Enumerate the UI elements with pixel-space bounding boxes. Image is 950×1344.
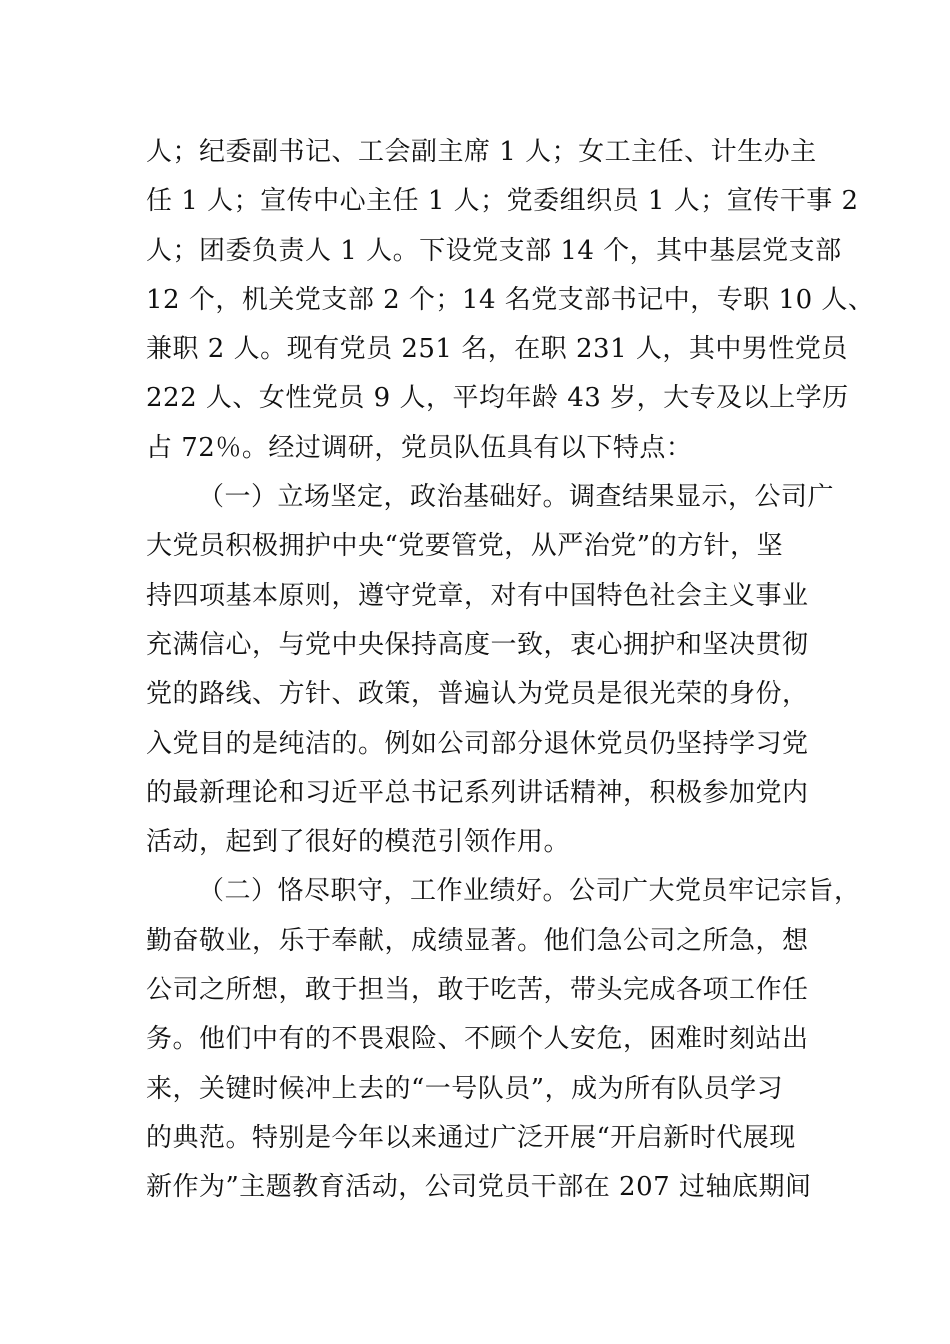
text-line: （一）立场坚定，政治基础好。调查结果显示，公司广 [198,482,835,513]
text-line: 12 个，机关党支部 2 个；14 名党支部书记中，专职 10 人、 [146,284,875,315]
text-line: 人；纪委副书记、工会副主席 1 人；女工主任、计生办主 [146,137,817,167]
text-line: 党的路线、方针、政策，普遍认为党员是很光荣的身份， [146,679,809,710]
text-line: 充满信心，与党中央保持高度一致，衷心拥护和坚决贯彻 [146,629,809,660]
text-line: 活动，起到了很好的模范引领作用。 [146,827,571,858]
text-line: 公司之所想，敢于担当，敢于吃苦，带头完成各项工作任 [146,975,809,1006]
text-line: 来，关键时候冲上去的“一号队员”，成为所有队员学习 [146,1073,784,1104]
text-line: 任 1 人；宣传中心主任 1 人；党委组织员 1 人；宣传干事 2 [146,186,859,217]
text-line: （二）恪尽职守，工作业绩好。公司广大党员牢记宗旨， [198,876,861,907]
text-line: 的典范。特别是今年以来通过广泛开展“开启新时代展现 [146,1122,796,1153]
text-line: 大党员积极拥护中央“党要管党，从严治党”的方针，坚 [146,531,784,562]
text-line: 入党目的是纯洁的。例如公司部分退休党员仍坚持学习党 [146,728,809,759]
body-text [146,128,875,1213]
text-line: 人；团委负责人 1 人。下设党支部 14 个，其中基层党支部 [146,235,842,266]
text-line: 222 人、女性党员 9 人，平均年龄 43 岁，大专及以上学历 [146,383,849,414]
text-line: 兼职 2 人。现有党员 251 名，在职 231 人，其中男性党员 [146,334,848,365]
text-line: 占 72％。经过调研，党员队伍具有以下特点： [146,432,693,463]
text-line: 的最新理论和习近平总书记系列讲话精神，积极参加党内 [146,777,809,808]
text-line: 持四项基本原则，遵守党章，对有中国特色社会主义事业 [146,580,809,611]
text-line: 勤奋敬业，乐于奉献，成绩显著。他们急公司之所急，想 [146,925,809,956]
text-line: 新作为”主题教育活动，公司党员干部在 207 过轴底期间 [146,1172,812,1203]
text-line: 务。他们中有的不畏艰险、不顾个人安危，困难时刻站出 [146,1024,809,1055]
